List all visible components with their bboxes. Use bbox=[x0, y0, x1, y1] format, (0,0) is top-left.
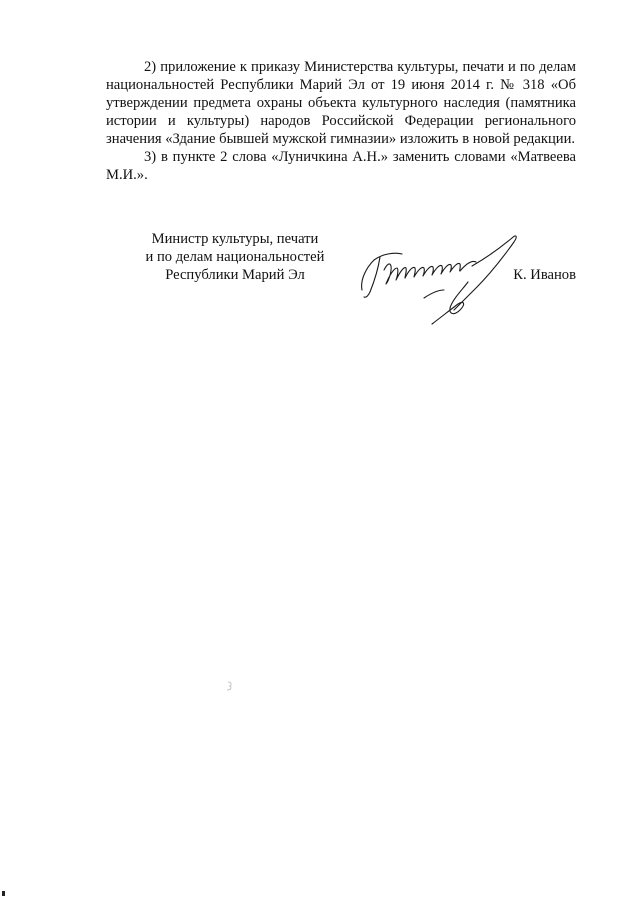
handwritten-signature bbox=[354, 230, 534, 330]
paragraph-number: 2) bbox=[144, 59, 157, 75]
order-text bbox=[106, 58, 576, 184]
paragraph-number: 3) bbox=[144, 149, 157, 165]
paragraph-text: в пункте 2 слова «Луничкина А.Н.» заменить словами «Матвеева М.И.». bbox=[106, 149, 577, 183]
position-line: Министр культуры, печати bbox=[151, 231, 319, 247]
signature-block bbox=[106, 230, 576, 330]
paragraph-item-3 bbox=[106, 148, 576, 184]
paragraph-text: приложение к приказу Министерства культуры, печати и по делам национальностей Республики Марий Эл от 19 июня 2014 г. № 318 «Об утверждении предмета охраны объекта культурного наследия (памятника истории и культуры) народов Российской Федерации регионального значения «Здание бывшей мужской гимназии» изложить в новой редакции. bbox=[106, 59, 576, 147]
position-line: и по делам национальностей bbox=[145, 249, 325, 265]
scan-artifact-dot bbox=[2, 891, 5, 896]
position-line: Республики Марий Эл bbox=[165, 267, 305, 283]
signatory-position bbox=[106, 230, 364, 284]
signer-name: К. Иванов bbox=[513, 267, 576, 283]
scan-artifact-mark bbox=[226, 681, 234, 691]
paragraph-item-2 bbox=[106, 58, 576, 148]
